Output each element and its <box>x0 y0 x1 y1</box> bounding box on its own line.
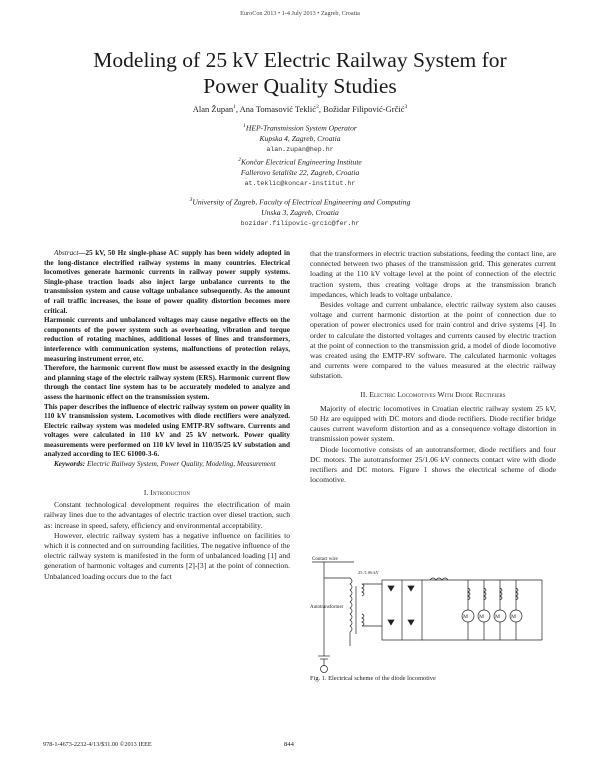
abstract-text: Harmonic currents and unbalanced voltages may cause negative effects on the components of the power system such as overheating, vibration and torque reduction of rotating machines, additional losses of lines and transformers, interference with communication systems, malfunctions of protection relays, measuring instrument error, etc. <box>44 316 290 363</box>
abstract-text: This paper describes the influence of electric railway system on power quality in 110 kV transmission system. Locomotives with diode rectifiers were analyzed. Electric railway system was modeled using EMTP-RV software. Currents and voltages were calculated in 110 kV and 25 kV network. Power quality measurements were performed on 110 kV level in 110/35/25 kV substation and analyzed according to IEC 61000-3-6. <box>44 402 290 459</box>
title-line-1: Modeling of 25 kV Electric Railway System for <box>93 48 507 72</box>
locomotive-scheme-figure <box>310 556 558 674</box>
motor-label: M <box>479 614 484 620</box>
keywords-label: Keywords: <box>54 460 86 469</box>
intro-p2: However, electric railway system has a negative influence on facilities to which it is connected and on surrounding facilities. The negative influence of the electric railway system is manifested in the form of unbalanced loading [1] and generation of harmonic voltages and currents [2]-[3] at the point of connection. Unbalanced loading occurs due to the fact <box>44 530 290 581</box>
author-name: Alan Župan <box>192 104 234 114</box>
affil-address: Unska 3, Zagreb, Croatia <box>261 208 339 218</box>
affil-address: Fallerovo šetalište 22, Zagreb, Croatia <box>240 168 360 178</box>
abstract-p1 <box>44 249 290 316</box>
right-column <box>310 249 556 485</box>
title-line-2: Power Quality Studies <box>203 74 397 98</box>
author-name: Ana Tomasović Teklić <box>239 104 317 114</box>
author-name: Božidar Filipović-Grčić <box>323 104 405 114</box>
left-column <box>44 249 290 582</box>
author-sup: 3 <box>404 104 408 111</box>
paper-title <box>60 47 540 99</box>
affil-email: bozidar.filipovic-grcic@fer.hr <box>240 219 360 227</box>
abstract-label: Abstract <box>54 249 79 257</box>
keywords <box>44 460 290 470</box>
right-p2: Besides voltage and current unbalance, electric railway system also causes voltage and current harmonic distortion at the point of connection due to operation of power electronics used for train control and drive systems [4]. In order to calculate the distorted voltages and currents caused by electric traction at the point of connection to the transmission grid, a model of diode locomotive was created using the EMTP-RV software. The calculated harmonic voltages and currents were compared to the values measured at the electric railway substation. <box>310 300 556 381</box>
page-number: 844 <box>284 741 294 748</box>
abstract-p4 <box>44 403 290 461</box>
affil-email: at.teklic@koncar-institut.hr <box>244 179 356 187</box>
affil-email: alan.zupan@hep.hr <box>266 145 334 153</box>
right-p1: that the transformers in electric traction substations, feeding the contact line, are connected between two phases of the transmission grid. This generates current loading at the 110 kV voltage level at the point of connection of the electric traction system, thus creating voltage drops at the transmission branch impedances, which leads to voltage unbalance. <box>310 249 556 299</box>
affil-sup: 3 <box>189 197 193 203</box>
motor-label: M <box>511 614 516 620</box>
contact-wire-label: Contact wire <box>312 557 338 562</box>
affil-org: Končar Electrical Engineering Institute <box>240 157 362 167</box>
affiliation-2 <box>120 155 480 189</box>
affiliation-3 <box>120 195 480 229</box>
intro-p1: Constant technological development requires the electrification of main railway lines due to the advantages of electric traction over diesel traction, such as: increase in speed, safety, efficiency and environmental acceptability. <box>44 500 290 530</box>
right-p4: Diode locomotive consists of an autotransformer, diode rectifiers and four DC motors. The autotransformer 25/1.06 kV connects contact wire with diode rectifiers and DC motors. Figure 1 shows the electrical scheme of diode locomotive. <box>310 444 556 485</box>
affil-sup: 1 <box>243 123 246 129</box>
abstract-p2 <box>44 316 290 364</box>
affil-sup: 2 <box>238 157 241 163</box>
author-list: Alan Župan$^1$, Ana Tomasović Teklić$^2$, Božidar Filipović-Grčić$^3$ <box>192 104 408 114</box>
keywords-text: Electric Railway System, Power Quality, Modeling, Measurement <box>86 460 276 469</box>
right-p3: Majority of electric locomotives in Croatian electric railway system 25 kV, 50 Hz are equipped with DC motors and diode rectifiers. Diode rectifier bridge causes current waveform distortion and as a consequence voltage distortion in transmission power system. <box>310 403 556 444</box>
conference-header: EuroCon 2013 • 1-4 July 2013 • Zagreb, Croatia <box>240 10 360 17</box>
autotransformer-label: Autotransformer <box>310 605 344 610</box>
affil-org: University of Zagreb, Faculty of Electrical Engineering and Computing <box>192 197 411 207</box>
motor-label: M <box>495 614 500 620</box>
section-1-title: I. Introduction <box>143 487 191 497</box>
abstract-p3 <box>44 364 290 402</box>
autotransformer-coil <box>350 578 352 632</box>
ratio-label: 25 /1.06 kV <box>358 570 379 575</box>
author-sup: 2 <box>316 104 319 111</box>
abstract-text: Therefore, the harmonic current flow must be assessed exactly in the designing and planning stage of the electric railway system (ERS). Harmonic current flow through the contact line system has to be accurately modeled to analyze and assess the harmonic effect on the transmission system. <box>44 364 290 401</box>
diode-symbols <box>388 586 414 625</box>
affil-address: Kupska 4, Zagreb, Croatia <box>259 134 341 144</box>
author-sup: 1 <box>233 104 236 111</box>
isbn-footer: 978-1-4673-2232-4/13/$31.00 ©2013 IEEE <box>43 741 152 748</box>
section-2-title: II. Electric Locomotives With Diode Rectifiers <box>360 389 506 399</box>
affil-org: HEP-Transmission System Operator <box>245 123 357 133</box>
figure-caption: Fig. 1. Electrical scheme of the diode locomotive <box>310 675 436 682</box>
affiliation-1 <box>120 121 480 155</box>
abstract-text: —25 kV, 50 Hz single-phase AC supply has been widely adopted in the long-distance electrified railway systems in many countries. Electrical locomotives generate harmonic currents in railway power supply systems. Single-phase traction loads also inject large unbalance currents to the transmission system and cause voltage unbalance subsequently. As the amount of rail traffic increases, the issue of power quality distortion becomes more critical. <box>44 249 290 315</box>
motor-label: M <box>463 614 468 620</box>
source-circle <box>321 666 328 673</box>
